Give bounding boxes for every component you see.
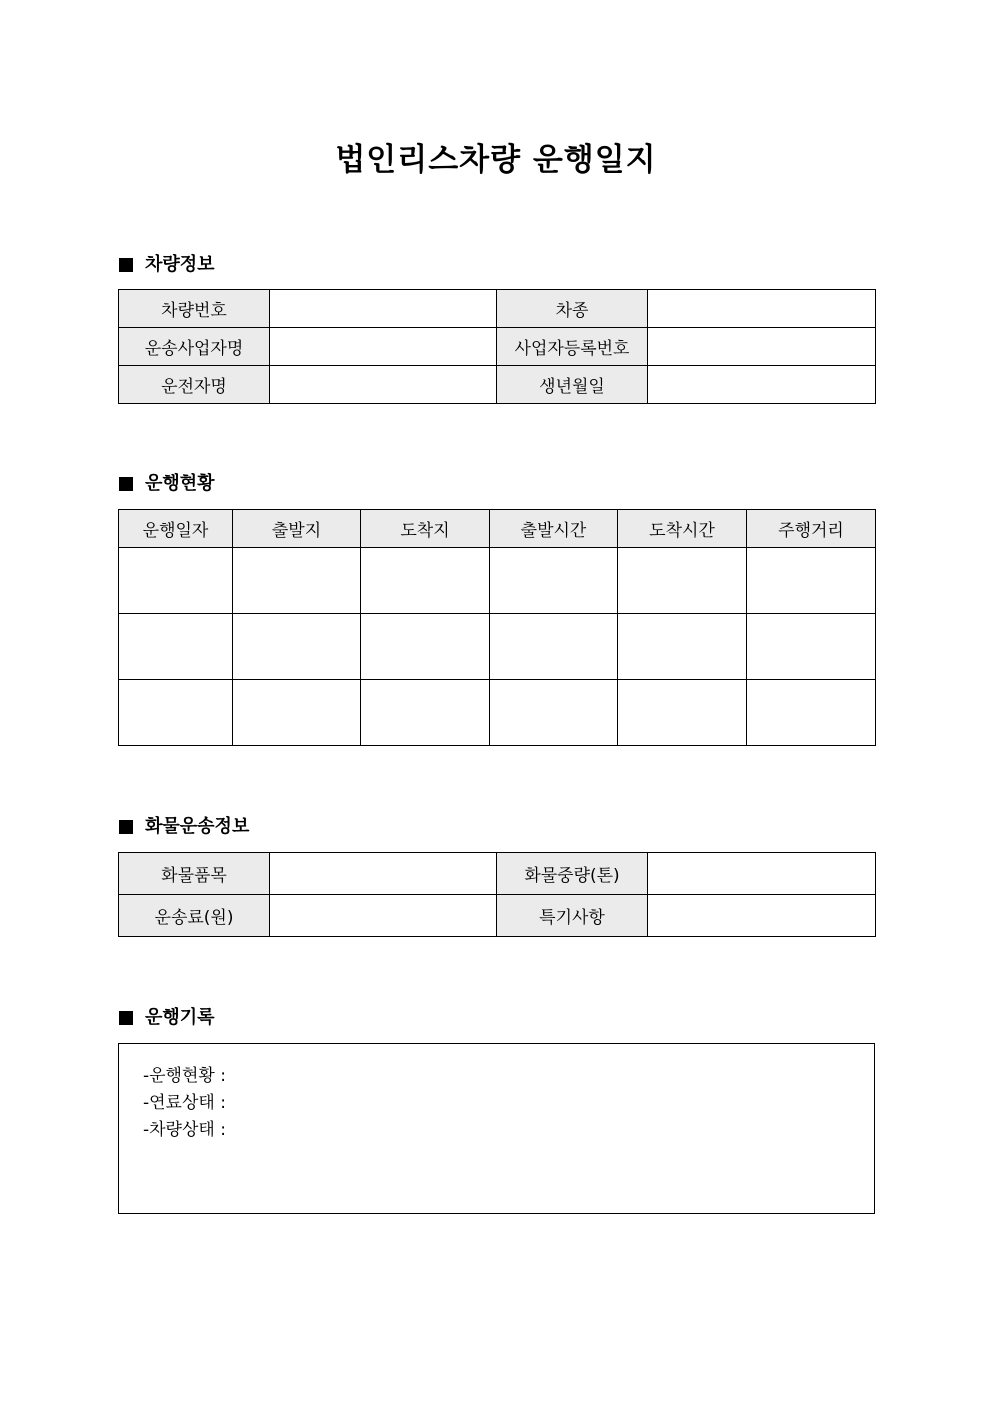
vehicle-number-field[interactable] [270,290,497,328]
column-header: 운행일자 [119,510,233,548]
square-bullet-icon [119,820,133,834]
section-heading-cargo-info [119,815,249,839]
birth-date-field[interactable] [648,366,876,404]
column-header: 도착시간 [618,510,747,548]
column-header: 출발지 [233,510,361,548]
table-cell[interactable] [119,548,233,614]
operation-status-table [118,509,876,746]
section-heading-vehicle-info [119,253,215,277]
label-cell: 운송사업자명 [119,328,270,366]
label-cell: 차종 [497,290,648,328]
label-cell: 사업자등록번호 [497,328,648,366]
section-title: 화물운송정보 [145,816,250,837]
table-row [119,290,876,328]
label-cell: 생년월일 [497,366,648,404]
table-cell[interactable] [490,680,618,746]
section-heading-operation-record [119,1006,215,1030]
operation-record-box[interactable] [118,1043,875,1214]
table-cell[interactable] [490,548,618,614]
cargo-item-field[interactable] [270,853,497,895]
carrier-name-field[interactable] [270,328,497,366]
cargo-weight-field[interactable] [648,853,876,895]
square-bullet-icon [119,1011,133,1025]
label-cell: 차량번호 [119,290,270,328]
column-header: 출발시간 [490,510,618,548]
table-header-row [119,510,876,548]
table-row [119,366,876,404]
table-row [119,680,876,746]
table-row [119,614,876,680]
column-header: 주행거리 [747,510,876,548]
table-row [119,853,876,895]
table-cell[interactable] [747,680,876,746]
column-header: 도착지 [361,510,490,548]
label-cell: 운송료(원) [119,895,270,937]
label-cell: 화물중량(톤) [497,853,648,895]
business-registration-field[interactable] [648,328,876,366]
section-heading-operation-status [119,472,215,496]
square-bullet-icon [119,258,133,272]
table-cell[interactable] [747,548,876,614]
table-row [119,328,876,366]
section-title: 차량정보 [145,254,215,275]
list-item: -차량상태 : [143,1120,226,1140]
table-cell[interactable] [618,680,747,746]
vehicle-model-field[interactable] [648,290,876,328]
label-cell: 화물품목 [119,853,270,895]
table-cell[interactable] [119,614,233,680]
section-title: 운행기록 [145,1007,215,1028]
freight-fee-field[interactable] [270,895,497,937]
table-cell[interactable] [233,614,361,680]
table-cell[interactable] [747,614,876,680]
table-cell[interactable] [119,680,233,746]
table-cell[interactable] [618,548,747,614]
cargo-info-table [118,852,876,937]
table-cell[interactable] [361,548,490,614]
table-cell[interactable] [233,680,361,746]
table-cell[interactable] [361,614,490,680]
table-cell[interactable] [618,614,747,680]
table-row [119,895,876,937]
section-title: 운행현황 [145,473,215,494]
square-bullet-icon [119,477,133,491]
record-list [143,1063,226,1144]
driver-name-field[interactable] [270,366,497,404]
label-cell: 운전자명 [119,366,270,404]
list-item: -연료상태 : [143,1093,226,1113]
table-cell[interactable] [361,680,490,746]
vehicle-info-table [118,289,876,404]
table-row [119,548,876,614]
label-cell: 특기사항 [497,895,648,937]
remarks-field[interactable] [648,895,876,937]
table-cell[interactable] [490,614,618,680]
list-item: -운행현황 : [143,1066,226,1086]
document-title: 법인리스차량 운행일지 [335,142,657,178]
table-cell[interactable] [233,548,361,614]
